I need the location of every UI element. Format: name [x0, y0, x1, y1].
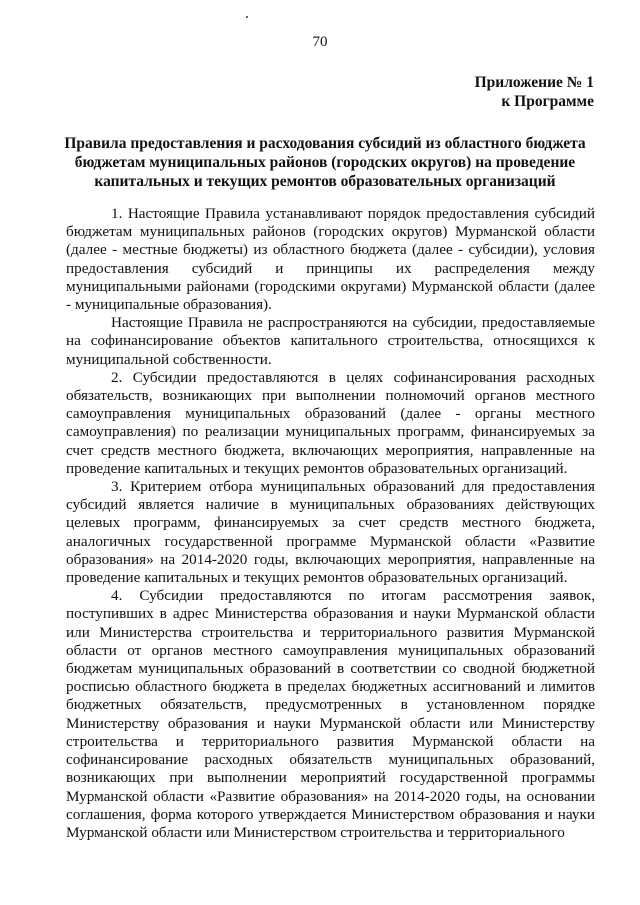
- appendix-line-2: к Программе: [501, 93, 594, 110]
- paragraph-4: 3. Критерием отбора муниципальных образований для предоставления субсидий является наличие в муниципальных образованиях действующих целевых программ, финансируемых за счет средств местного бюджета, аналогичных государственной программе Мурманской области «Развитие образования» на 2014-2020 годы, включающих мероприятия, направленные на проведение капитальных и текущих ремонтов образовательных организаций.: [66, 478, 595, 587]
- paragraph-2: Настоящие Правила не распространяются на субсидии, предоставляемые на софинансирование объектов капитального строительства, относящихся к муниципальной собственности.: [66, 314, 595, 368]
- paragraph-5: 4. Субсидии предоставляются по итогам рассмотрения заявок, поступивших в адрес Министерства образования и науки Мурманской области или Министерства строительства и территориального развития Мурманской области от органов местного самоуправления муниципальных образований бюджетам муниципальных образований в соответствии со сводной бюджетной росписью областного бюджета в пределах бюджетных ассигнований и лимитов бюджетных обязательств, предусмотренных в установленном порядке Министерству образования и науки Мурманской области или Министерству строительства и территориального развития Мурманской области на софинансирование расходных обязательств муниципальных образований, возникающих при выполнении мероприятий государственной программы Мурманской области «Развитие образования» на 2014-2020 годы, на основании соглашения, форма которого утверждается Министерством образования и науки Мурманской области или Министерством строительства и территориального: [66, 587, 595, 841]
- paragraph-3: 2. Субсидии предоставляются в целях софинансирования расходных обязательств, возникающих при выполнении полномочий органов местного самоуправления муниципальных образований (далее - органы местного самоуправления) по реализации муниципальных программ, финансируемых за счет средств местного бюджета, включающих мероприятия, направленные на проведение капитальных и текущих ремонтов образовательных организаций.: [66, 368, 595, 477]
- document-title: Правила предоставления и расходования субсидий из областного бюджета бюджетам муниципальных районов (городских округов) на проведение капитальных и текущих ремонтов образовательных организаций: [64, 135, 586, 190]
- document-body: [66, 205, 595, 842]
- page-number: 70: [312, 34, 328, 50]
- appendix-line-1: Приложение № 1: [474, 74, 594, 91]
- scan-speck: [246, 16, 248, 18]
- appendix-heading: [475, 73, 594, 111]
- paragraph-1: 1. Настоящие Правила устанавливают порядок предоставления субсидий бюджетам муниципальных районов (городских округов) Мурманской области (далее - местные бюджеты) из областного бюджета (далее - субсидии), условия предоставления субсидий и принципы их распределения между муниципальными районами (городскими округами) Мурманской области (далее - муниципальные образования).: [66, 205, 595, 314]
